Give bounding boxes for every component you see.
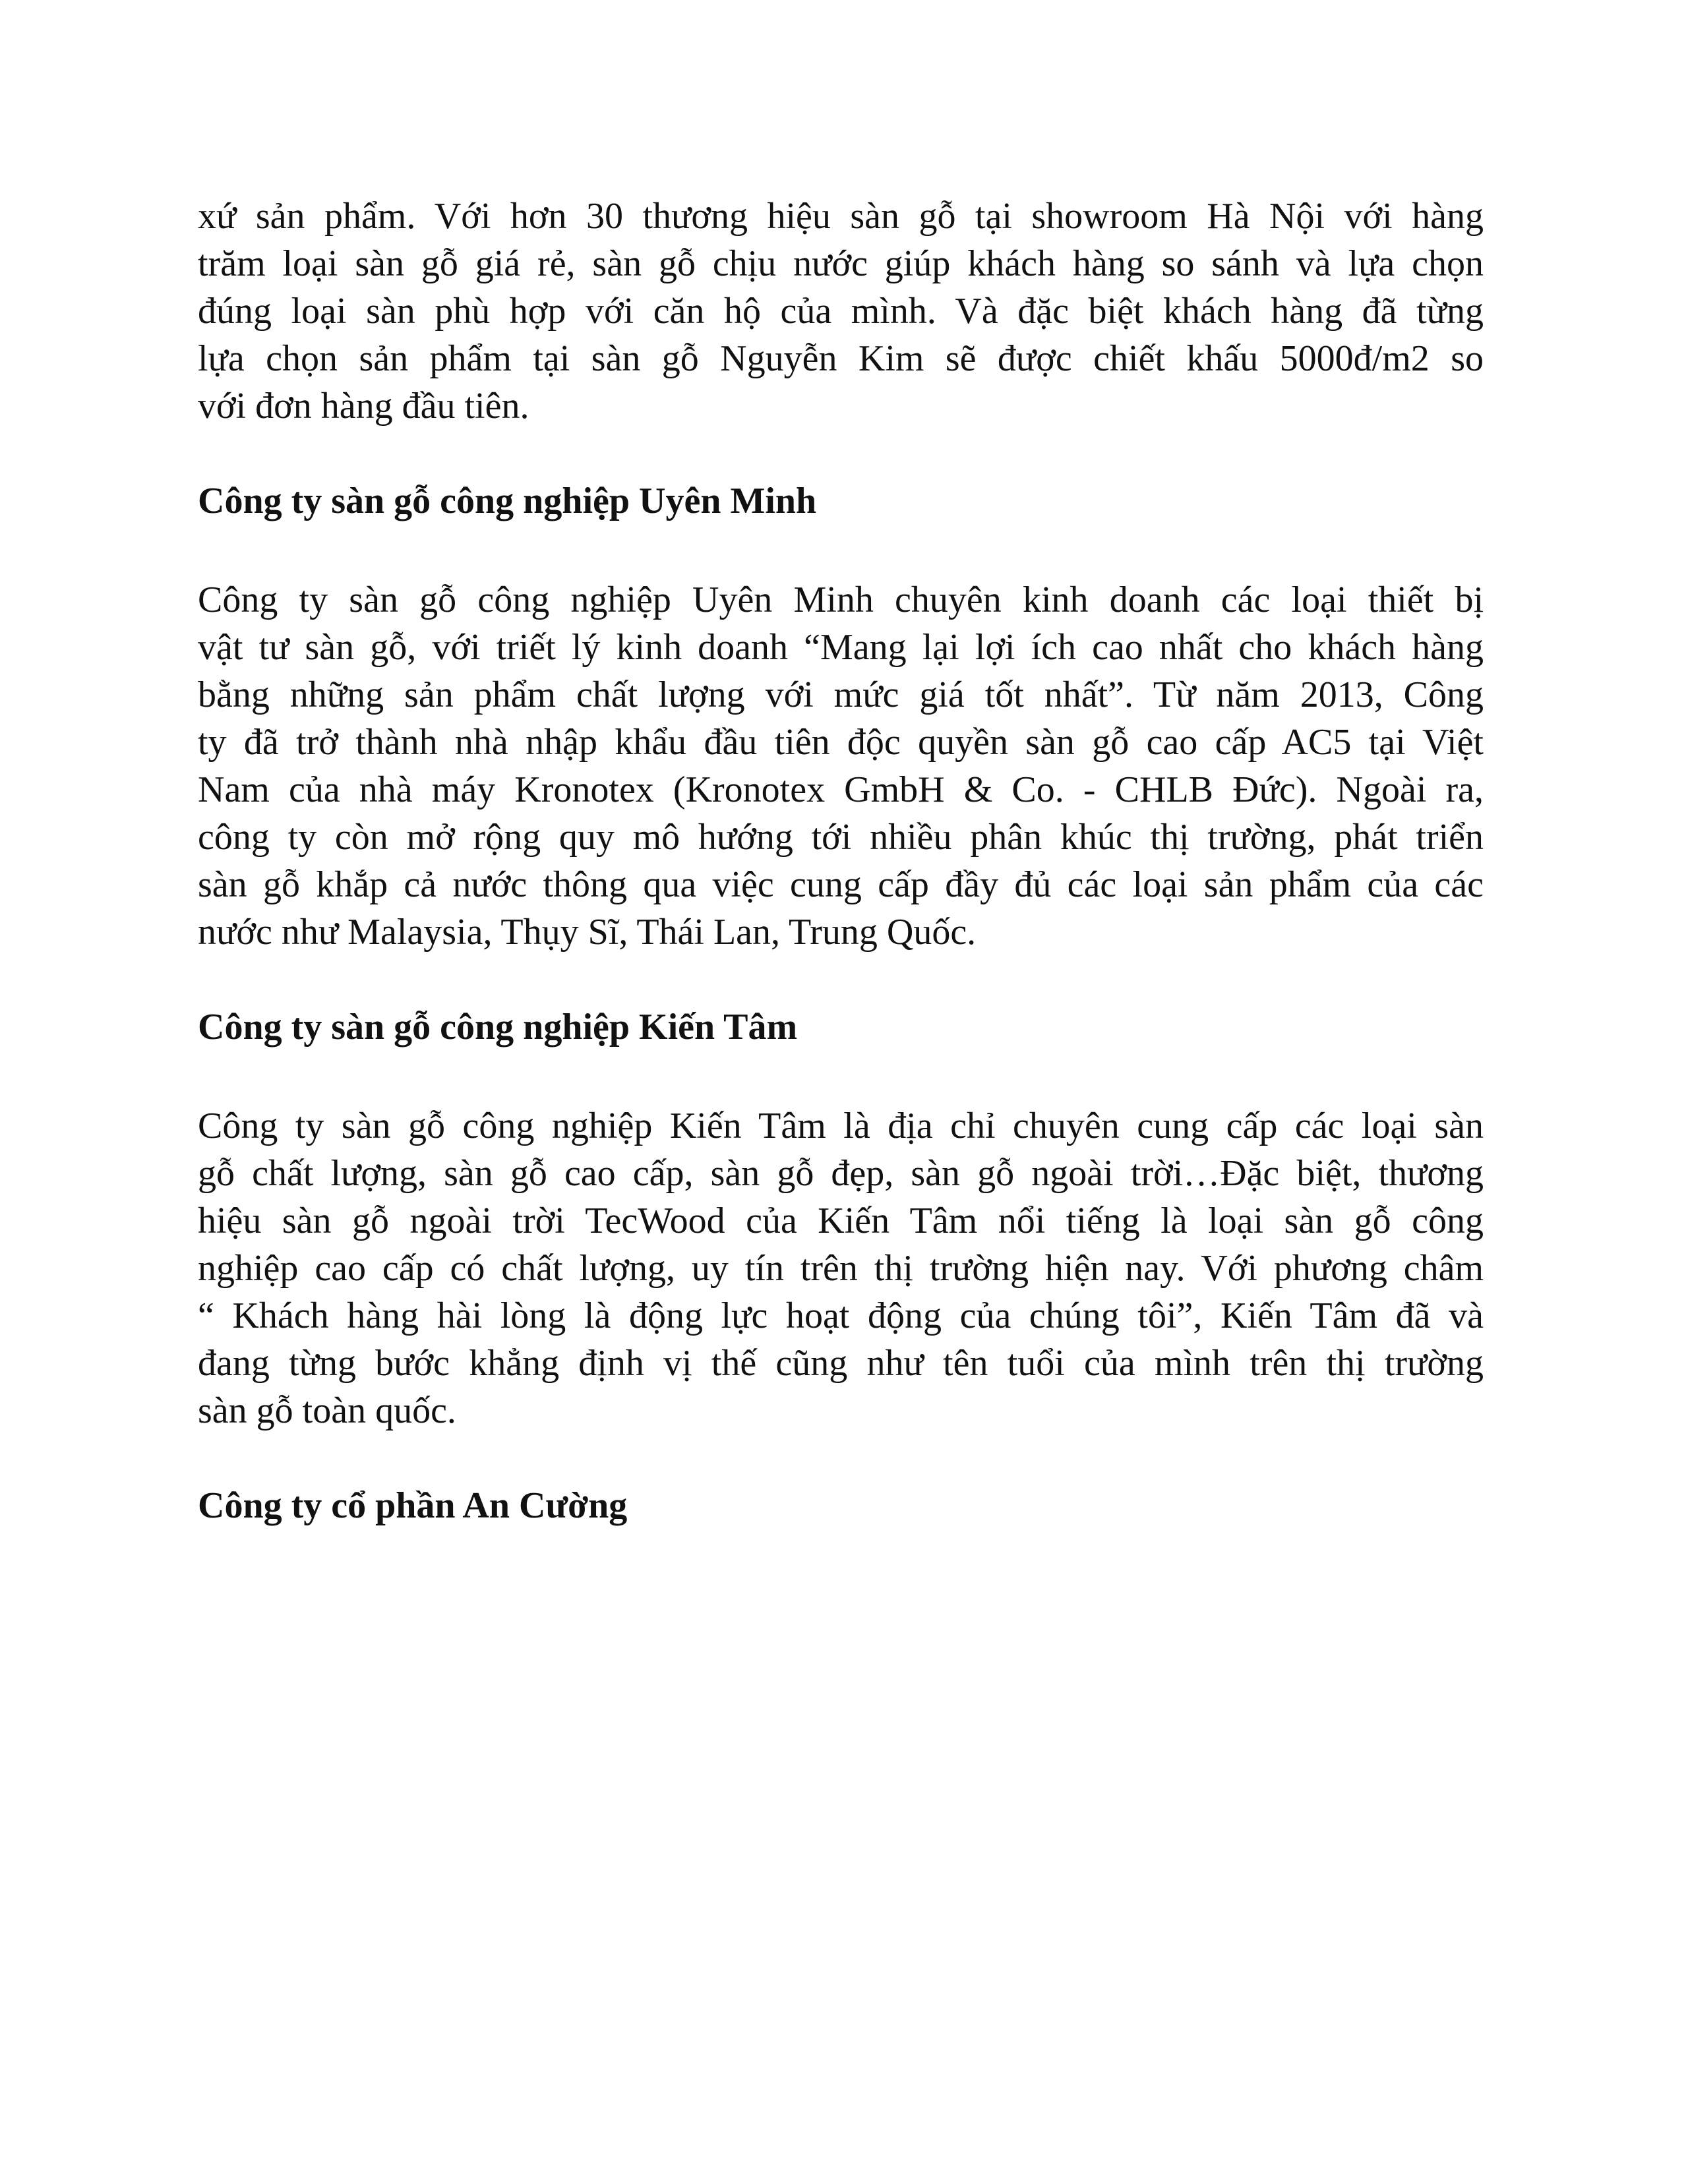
- paragraph-line: đúng loại sàn phù hợp với căn hộ của mình. Và đặc biệt khách hàng đã từng: [198, 291, 1484, 332]
- paragraph-line: công ty còn mở rộng quy mô hướng tới nhiều phân khúc thị trường, phát triển: [198, 817, 1484, 858]
- paragraph-line: vật tư sàn gỗ, với triết lý kinh doanh “Mang lại lợi ích cao nhất cho khách hàng: [198, 627, 1484, 668]
- paragraph-line: với đơn hàng đầu tiên.: [198, 386, 529, 427]
- paragraph-line: bằng những sản phẩm chất lượng với mức giá tốt nhất”. Từ năm 2013, Công: [198, 674, 1484, 715]
- section-heading-uyen-minh: Công ty sàn gỗ công nghiệp Uyên Minh: [198, 481, 817, 521]
- paragraph-line: ty đã trở thành nhà nhập khẩu đầu tiên độc quyền sàn gỗ cao cấp AC5 tại Việt: [198, 722, 1484, 763]
- paragraph-line: nghiệp cao cấp có chất lượng, uy tín trên thị trường hiện nay. Với phương châm: [198, 1248, 1484, 1289]
- paragraph-line: xứ sản phẩm. Với hơn 30 thương hiệu sàn gỗ tại showroom Hà Nội với hàng: [198, 196, 1484, 237]
- paragraph-line: hiệu sàn gỗ ngoài trời TecWood của Kiến Tâm nổi tiếng là loại sàn gỗ công: [198, 1200, 1484, 1241]
- section-heading-an-cuong: Công ty cổ phần An Cường: [198, 1485, 628, 1526]
- document-page: [198, 192, 1484, 1529]
- paragraph-line: sàn gỗ khắp cả nước thông qua việc cung cấp đầy đủ các loại sản phẩm của các: [198, 864, 1484, 905]
- paragraph-line: “ Khách hàng hài lòng là động lực hoạt động của chúng tôi”, Kiến Tâm đã và: [198, 1295, 1484, 1336]
- section-paragraph-uyen-minh: [198, 576, 1484, 956]
- paragraph-line: nước như Malaysia, Thụy Sĩ, Thái Lan, Trung Quốc.: [198, 912, 977, 953]
- paragraph-line: đang từng bước khẳng định vị thế cũng như tên tuổi của mình trên thị trường: [198, 1343, 1484, 1384]
- paragraph-line: trăm loại sàn gỗ giá rẻ, sàn gỗ chịu nước giúp khách hàng so sánh và lựa chọn: [198, 243, 1484, 284]
- paragraph-line: Nam của nhà máy Kronotex (Kronotex GmbH & Co. - CHLB Đức). Ngoài ra,: [198, 769, 1484, 810]
- intro-paragraph: [198, 192, 1484, 430]
- paragraph-line: sàn gỗ toàn quốc.: [198, 1390, 456, 1431]
- paragraph-line: lựa chọn sản phẩm tại sàn gỗ Nguyễn Kim sẽ được chiết khấu 5000đ/m2 so: [198, 338, 1484, 379]
- paragraph-line: Công ty sàn gỗ công nghiệp Uyên Minh chuyên kinh doanh các loại thiết bị: [198, 579, 1484, 620]
- section-heading-kien-tam: Công ty sàn gỗ công nghiệp Kiến Tâm: [198, 1007, 798, 1048]
- paragraph-line: gỗ chất lượng, sàn gỗ cao cấp, sàn gỗ đẹp, sàn gỗ ngoài trời…Đặc biệt, thương: [198, 1153, 1484, 1194]
- paragraph-line: Công ty sàn gỗ công nghiệp Kiến Tâm là địa chỉ chuyên cung cấp các loại sàn: [198, 1106, 1484, 1146]
- section-paragraph-kien-tam: [198, 1102, 1484, 1434]
